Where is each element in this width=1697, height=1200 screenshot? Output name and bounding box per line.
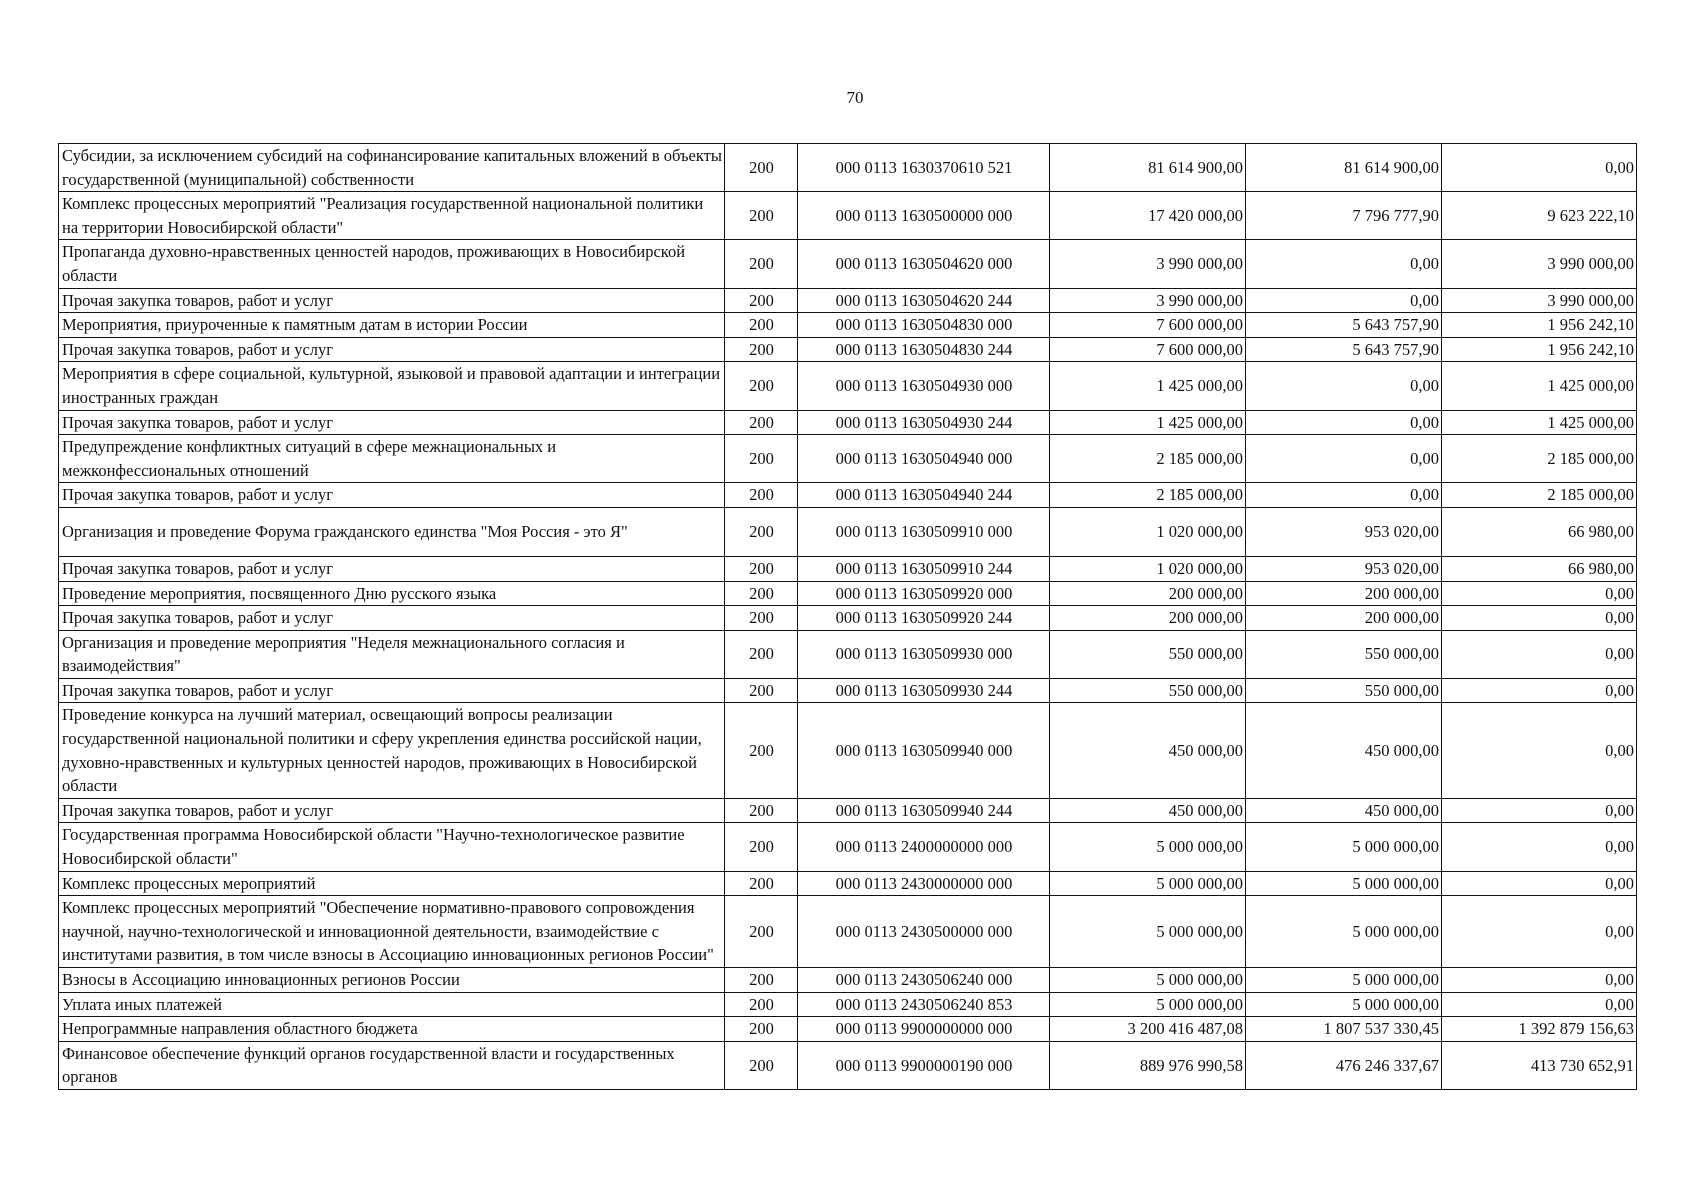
cell-executed-amount: 450 000,00: [1246, 703, 1442, 798]
cell-line-code: 200: [725, 483, 798, 508]
cell-approved-amount: 200 000,00: [1050, 606, 1246, 631]
cell-line-code: 200: [725, 606, 798, 631]
table-row: [59, 823, 1637, 871]
cell-name: Государственная программа Новосибирской области "Научно-технологическое развитие Новосибирской области": [59, 823, 725, 871]
cell-name: Комплекс процессных мероприятий: [59, 871, 725, 896]
table-row: [59, 410, 1637, 435]
cell-line-code: 200: [725, 410, 798, 435]
cell-classification-code: 000 0113 2430000000 000: [798, 871, 1050, 896]
table-row: [59, 435, 1637, 483]
cell-executed-amount: 0,00: [1246, 483, 1442, 508]
cell-name: Комплекс процессных мероприятий "Реализация государственной национальной политики на территории Новосибирской области": [59, 192, 725, 240]
table-row: [59, 1017, 1637, 1042]
cell-unexecuted-amount: 0,00: [1442, 606, 1637, 631]
table-row: [59, 703, 1637, 798]
cell-unexecuted-amount: 1 425 000,00: [1442, 362, 1637, 410]
cell-classification-code: 000 0113 1630509930 244: [798, 678, 1050, 703]
table-row: [59, 362, 1637, 410]
cell-unexecuted-amount: 0,00: [1442, 678, 1637, 703]
cell-classification-code: 000 0113 1630509910 244: [798, 556, 1050, 581]
cell-line-code: 200: [725, 581, 798, 606]
cell-approved-amount: 450 000,00: [1050, 798, 1246, 823]
cell-unexecuted-amount: 2 185 000,00: [1442, 483, 1637, 508]
cell-unexecuted-amount: 0,00: [1442, 630, 1637, 678]
cell-approved-amount: 550 000,00: [1050, 630, 1246, 678]
cell-approved-amount: 450 000,00: [1050, 703, 1246, 798]
table-row: [59, 968, 1637, 993]
cell-unexecuted-amount: 2 185 000,00: [1442, 435, 1637, 483]
cell-approved-amount: 7 600 000,00: [1050, 313, 1246, 338]
table-row: [59, 483, 1637, 508]
cell-line-code: 200: [725, 992, 798, 1017]
cell-line-code: 200: [725, 144, 798, 192]
cell-unexecuted-amount: 1 956 242,10: [1442, 313, 1637, 338]
cell-approved-amount: 1 425 000,00: [1050, 410, 1246, 435]
cell-executed-amount: 0,00: [1246, 435, 1442, 483]
cell-executed-amount: 550 000,00: [1246, 630, 1442, 678]
table-row: [59, 288, 1637, 313]
cell-line-code: 200: [725, 678, 798, 703]
table-row: [59, 337, 1637, 362]
cell-approved-amount: 17 420 000,00: [1050, 192, 1246, 240]
cell-line-code: 200: [725, 435, 798, 483]
cell-classification-code: 000 0113 1630504830 000: [798, 313, 1050, 338]
cell-approved-amount: 5 000 000,00: [1050, 968, 1246, 993]
cell-approved-amount: 1 425 000,00: [1050, 362, 1246, 410]
table-row: [59, 606, 1637, 631]
cell-executed-amount: 5 000 000,00: [1246, 968, 1442, 993]
cell-name: Субсидии, за исключением субсидий на софинансирование капитальных вложений в объекты государственной (муниципальной) собственности: [59, 144, 725, 192]
cell-classification-code: 000 0113 1630504930 244: [798, 410, 1050, 435]
cell-name: Прочая закупка товаров, работ и услуг: [59, 678, 725, 703]
cell-approved-amount: 2 185 000,00: [1050, 435, 1246, 483]
cell-classification-code: 000 0113 9900000190 000: [798, 1041, 1050, 1089]
cell-name: Проведение конкурса на лучший материал, освещающий вопросы реализации государственной национальной политики и сферу укрепления единства российской нации, духовно-нравственных и культурных ценностей народов, проживающих в Новосибирской области: [59, 703, 725, 798]
cell-line-code: 200: [725, 968, 798, 993]
cell-name: Комплекс процессных мероприятий "Обеспечение нормативно-правового сопровождения научной, научно-технологической и инновационной деятельности, взаимодействие с институтами развития, в том числе взносы в Ассоциацию инновационных регионов России": [59, 896, 725, 968]
cell-executed-amount: 7 796 777,90: [1246, 192, 1442, 240]
cell-approved-amount: 3 200 416 487,08: [1050, 1017, 1246, 1042]
cell-unexecuted-amount: 1 392 879 156,63: [1442, 1017, 1637, 1042]
table-row: [59, 992, 1637, 1017]
table-row: [59, 192, 1637, 240]
cell-unexecuted-amount: 0,00: [1442, 798, 1637, 823]
cell-name: Прочая закупка товаров, работ и услуг: [59, 606, 725, 631]
cell-executed-amount: 0,00: [1246, 410, 1442, 435]
cell-classification-code: 000 0113 1630509910 000: [798, 507, 1050, 556]
cell-line-code: 200: [725, 703, 798, 798]
cell-name: Прочая закупка товаров, работ и услуг: [59, 337, 725, 362]
cell-unexecuted-amount: 66 980,00: [1442, 556, 1637, 581]
table-row: [59, 798, 1637, 823]
cell-executed-amount: 476 246 337,67: [1246, 1041, 1442, 1089]
cell-executed-amount: 550 000,00: [1246, 678, 1442, 703]
table-row: [59, 630, 1637, 678]
cell-line-code: 200: [725, 630, 798, 678]
cell-executed-amount: 5 000 000,00: [1246, 823, 1442, 871]
cell-unexecuted-amount: 3 990 000,00: [1442, 240, 1637, 288]
cell-executed-amount: 81 614 900,00: [1246, 144, 1442, 192]
cell-name: Взносы в Ассоциацию инновационных регионов России: [59, 968, 725, 993]
cell-unexecuted-amount: 0,00: [1442, 968, 1637, 993]
cell-classification-code: 000 0113 1630504930 000: [798, 362, 1050, 410]
cell-line-code: 200: [725, 798, 798, 823]
cell-classification-code: 000 0113 1630504620 000: [798, 240, 1050, 288]
table-row: [59, 507, 1637, 556]
cell-unexecuted-amount: 9 623 222,10: [1442, 192, 1637, 240]
table-row: [59, 240, 1637, 288]
cell-executed-amount: 953 020,00: [1246, 556, 1442, 581]
table-row: [59, 896, 1637, 968]
cell-classification-code: 000 0113 1630504620 244: [798, 288, 1050, 313]
cell-approved-amount: 5 000 000,00: [1050, 823, 1246, 871]
cell-line-code: 200: [725, 192, 798, 240]
cell-classification-code: 000 0113 2430500000 000: [798, 896, 1050, 968]
cell-unexecuted-amount: 0,00: [1442, 992, 1637, 1017]
cell-executed-amount: 450 000,00: [1246, 798, 1442, 823]
cell-line-code: 200: [725, 871, 798, 896]
cell-executed-amount: 5 000 000,00: [1246, 992, 1442, 1017]
cell-name: Прочая закупка товаров, работ и услуг: [59, 410, 725, 435]
cell-executed-amount: 0,00: [1246, 240, 1442, 288]
cell-line-code: 200: [725, 1017, 798, 1042]
page-number: 70: [846, 88, 864, 107]
cell-executed-amount: 5 643 757,90: [1246, 313, 1442, 338]
cell-line-code: 200: [725, 337, 798, 362]
cell-executed-amount: 200 000,00: [1246, 606, 1442, 631]
table-row: [59, 1041, 1637, 1089]
cell-line-code: 200: [725, 362, 798, 410]
budget-execution-table: [58, 143, 1637, 1090]
cell-executed-amount: 1 807 537 330,45: [1246, 1017, 1442, 1042]
cell-name: Организация и проведение мероприятия "Неделя межнационального согласия и взаимодействия": [59, 630, 725, 678]
cell-line-code: 200: [725, 1041, 798, 1089]
cell-approved-amount: 200 000,00: [1050, 581, 1246, 606]
cell-unexecuted-amount: 66 980,00: [1442, 507, 1637, 556]
cell-name: Прочая закупка товаров, работ и услуг: [59, 483, 725, 508]
cell-name: Уплата иных платежей: [59, 992, 725, 1017]
cell-classification-code: 000 0113 1630509940 244: [798, 798, 1050, 823]
cell-classification-code: 000 0113 1630509920 244: [798, 606, 1050, 631]
cell-classification-code: 000 0113 2430506240 853: [798, 992, 1050, 1017]
cell-unexecuted-amount: 413 730 652,91: [1442, 1041, 1637, 1089]
cell-name: Финансовое обеспечение функций органов государственной власти и государственных органов: [59, 1041, 725, 1089]
cell-name: Пропаганда духовно-нравственных ценностей народов, проживающих в Новосибирской области: [59, 240, 725, 288]
cell-line-code: 200: [725, 823, 798, 871]
cell-unexecuted-amount: 0,00: [1442, 896, 1637, 968]
cell-line-code: 200: [725, 313, 798, 338]
cell-classification-code: 000 0113 1630500000 000: [798, 192, 1050, 240]
cell-classification-code: 000 0113 1630504940 000: [798, 435, 1050, 483]
cell-approved-amount: 2 185 000,00: [1050, 483, 1246, 508]
table-row: [59, 313, 1637, 338]
cell-classification-code: 000 0113 1630504830 244: [798, 337, 1050, 362]
cell-classification-code: 000 0113 1630370610 521: [798, 144, 1050, 192]
cell-classification-code: 000 0113 1630509930 000: [798, 630, 1050, 678]
cell-name: Мероприятия, приуроченные к памятным датам в истории России: [59, 313, 725, 338]
cell-classification-code: 000 0113 1630509940 000: [798, 703, 1050, 798]
cell-name: Предупреждение конфликтных ситуаций в сфере межнациональных и межконфессиональных отношений: [59, 435, 725, 483]
table-body: [59, 144, 1637, 1090]
table-row: [59, 581, 1637, 606]
table-row: [59, 144, 1637, 192]
cell-approved-amount: 1 020 000,00: [1050, 556, 1246, 581]
cell-name: Проведение мероприятия, посвященного Дню русского языка: [59, 581, 725, 606]
table-row: [59, 871, 1637, 896]
cell-unexecuted-amount: 0,00: [1442, 144, 1637, 192]
cell-name: Организация и проведение Форума гражданского единства "Моя Россия - это Я": [59, 507, 725, 556]
cell-unexecuted-amount: 0,00: [1442, 871, 1637, 896]
cell-classification-code: 000 0113 2400000000 000: [798, 823, 1050, 871]
cell-approved-amount: 5 000 000,00: [1050, 896, 1246, 968]
cell-approved-amount: 7 600 000,00: [1050, 337, 1246, 362]
cell-unexecuted-amount: 1 425 000,00: [1442, 410, 1637, 435]
cell-approved-amount: 889 976 990,58: [1050, 1041, 1246, 1089]
cell-executed-amount: 0,00: [1246, 362, 1442, 410]
cell-classification-code: 000 0113 9900000000 000: [798, 1017, 1050, 1042]
cell-classification-code: 000 0113 1630509920 000: [798, 581, 1050, 606]
cell-name: Мероприятия в сфере социальной, культурной, языковой и правовой адаптации и интеграции иностранных граждан: [59, 362, 725, 410]
cell-approved-amount: 1 020 000,00: [1050, 507, 1246, 556]
cell-executed-amount: 953 020,00: [1246, 507, 1442, 556]
cell-line-code: 200: [725, 896, 798, 968]
cell-approved-amount: 5 000 000,00: [1050, 871, 1246, 896]
table-row: [59, 556, 1637, 581]
cell-line-code: 200: [725, 240, 798, 288]
cell-name: Прочая закупка товаров, работ и услуг: [59, 798, 725, 823]
cell-name: Непрограммные направления областного бюджета: [59, 1017, 725, 1042]
cell-approved-amount: 3 990 000,00: [1050, 288, 1246, 313]
cell-line-code: 200: [725, 556, 798, 581]
cell-executed-amount: 5 000 000,00: [1246, 871, 1442, 896]
cell-classification-code: 000 0113 2430506240 000: [798, 968, 1050, 993]
cell-unexecuted-amount: 1 956 242,10: [1442, 337, 1637, 362]
cell-approved-amount: 5 000 000,00: [1050, 992, 1246, 1017]
cell-unexecuted-amount: 0,00: [1442, 581, 1637, 606]
cell-line-code: 200: [725, 507, 798, 556]
cell-executed-amount: 5 000 000,00: [1246, 896, 1442, 968]
cell-name: Прочая закупка товаров, работ и услуг: [59, 556, 725, 581]
cell-line-code: 200: [725, 288, 798, 313]
cell-unexecuted-amount: 0,00: [1442, 703, 1637, 798]
cell-unexecuted-amount: 0,00: [1442, 823, 1637, 871]
cell-approved-amount: 3 990 000,00: [1050, 240, 1246, 288]
cell-name: Прочая закупка товаров, работ и услуг: [59, 288, 725, 313]
cell-executed-amount: 5 643 757,90: [1246, 337, 1442, 362]
cell-executed-amount: 0,00: [1246, 288, 1442, 313]
table-row: [59, 678, 1637, 703]
cell-approved-amount: 81 614 900,00: [1050, 144, 1246, 192]
cell-classification-code: 000 0113 1630504940 244: [798, 483, 1050, 508]
cell-executed-amount: 200 000,00: [1246, 581, 1442, 606]
cell-approved-amount: 550 000,00: [1050, 678, 1246, 703]
cell-unexecuted-amount: 3 990 000,00: [1442, 288, 1637, 313]
